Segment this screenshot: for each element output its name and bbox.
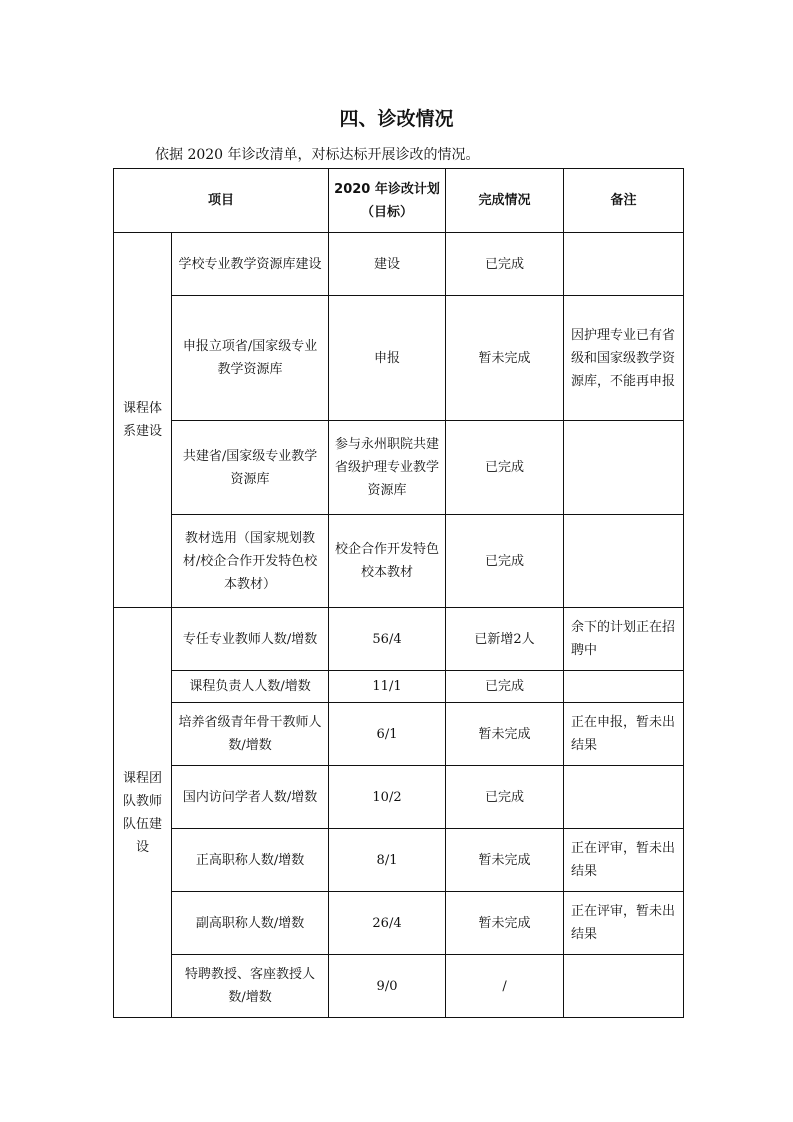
status-cell: 已完成 [446, 515, 564, 608]
table-row [114, 892, 684, 955]
plan-cell: 11/1 [329, 671, 446, 703]
plan-cell: 56/4 [329, 608, 446, 671]
plan-cell: 10/2 [329, 766, 446, 829]
remark-cell: 因护理专业已有省级和国家级教学资源库，不能再申报 [564, 296, 684, 421]
item-cell: 申报立项省/国家级专业教学资源库 [172, 296, 329, 421]
table-row [114, 233, 684, 296]
plan-cell: 26/4 [329, 892, 446, 955]
table-row [114, 766, 684, 829]
category-cell: 课程团队教师队伍建设 [114, 608, 172, 1018]
plan-cell: 参与永州职院共建省级护理专业教学资源库 [329, 421, 446, 515]
remark-cell [564, 955, 684, 1018]
plan-cell: 申报 [329, 296, 446, 421]
remark-cell [564, 233, 684, 296]
remark-cell: 正在申报，暂未出结果 [564, 703, 684, 766]
plan-cell: 建设 [329, 233, 446, 296]
item-cell: 培养省级青年骨干教师人数/增数 [172, 703, 329, 766]
item-cell: 课程负责人人数/增数 [172, 671, 329, 703]
remark-cell: 正在评审，暂未出结果 [564, 892, 684, 955]
status-cell: 暂未完成 [446, 829, 564, 892]
header-status: 完成情况 [446, 169, 564, 233]
remark-cell: 余下的计划正在招聘中 [564, 608, 684, 671]
item-cell: 教材选用（国家规划教材/校企合作开发特色校本教材） [172, 515, 329, 608]
table-row [114, 829, 684, 892]
table-row [114, 671, 684, 703]
diagnosis-table [113, 168, 684, 1018]
status-cell: 已完成 [446, 233, 564, 296]
table-header-row [114, 169, 684, 233]
remark-cell [564, 515, 684, 608]
plan-cell: 8/1 [329, 829, 446, 892]
remark-cell [564, 766, 684, 829]
plan-cell: 6/1 [329, 703, 446, 766]
header-remark: 备注 [564, 169, 684, 233]
remark-cell [564, 421, 684, 515]
table-row [114, 421, 684, 515]
section-title: 四、诊改情况 [339, 108, 454, 130]
remark-cell: 正在评审，暂未出结果 [564, 829, 684, 892]
table-row [114, 608, 684, 671]
status-cell: 暂未完成 [446, 892, 564, 955]
status-cell: 已完成 [446, 671, 564, 703]
status-cell: 已完成 [446, 766, 564, 829]
plan-cell: 9/0 [329, 955, 446, 1018]
category-cell: 课程体系建设 [114, 233, 172, 608]
item-cell: 共建省/国家级专业教学资源库 [172, 421, 329, 515]
item-cell: 学校专业教学资源库建设 [172, 233, 329, 296]
status-cell: 已新增2人 [446, 608, 564, 671]
header-item: 项目 [114, 169, 329, 233]
table-row [114, 296, 684, 421]
plan-cell: 校企合作开发特色校本教材 [329, 515, 446, 608]
status-cell: 已完成 [446, 421, 564, 515]
table-row [114, 955, 684, 1018]
header-plan: 2020 年诊改计划（目标） [329, 169, 446, 233]
status-cell: / [446, 955, 564, 1018]
item-cell: 国内访问学者人数/增数 [172, 766, 329, 829]
remark-cell [564, 671, 684, 703]
status-cell: 暂未完成 [446, 296, 564, 421]
table-row [114, 703, 684, 766]
item-cell: 专任专业教师人数/增数 [172, 608, 329, 671]
table-row [114, 515, 684, 608]
intro-paragraph: 依据 2020 年诊改清单，对标达标开展诊改的情况。 [155, 147, 480, 163]
status-cell: 暂未完成 [446, 703, 564, 766]
item-cell: 副高职称人数/增数 [172, 892, 329, 955]
item-cell: 正高职称人数/增数 [172, 829, 329, 892]
item-cell: 特聘教授、客座教授人数/增数 [172, 955, 329, 1018]
